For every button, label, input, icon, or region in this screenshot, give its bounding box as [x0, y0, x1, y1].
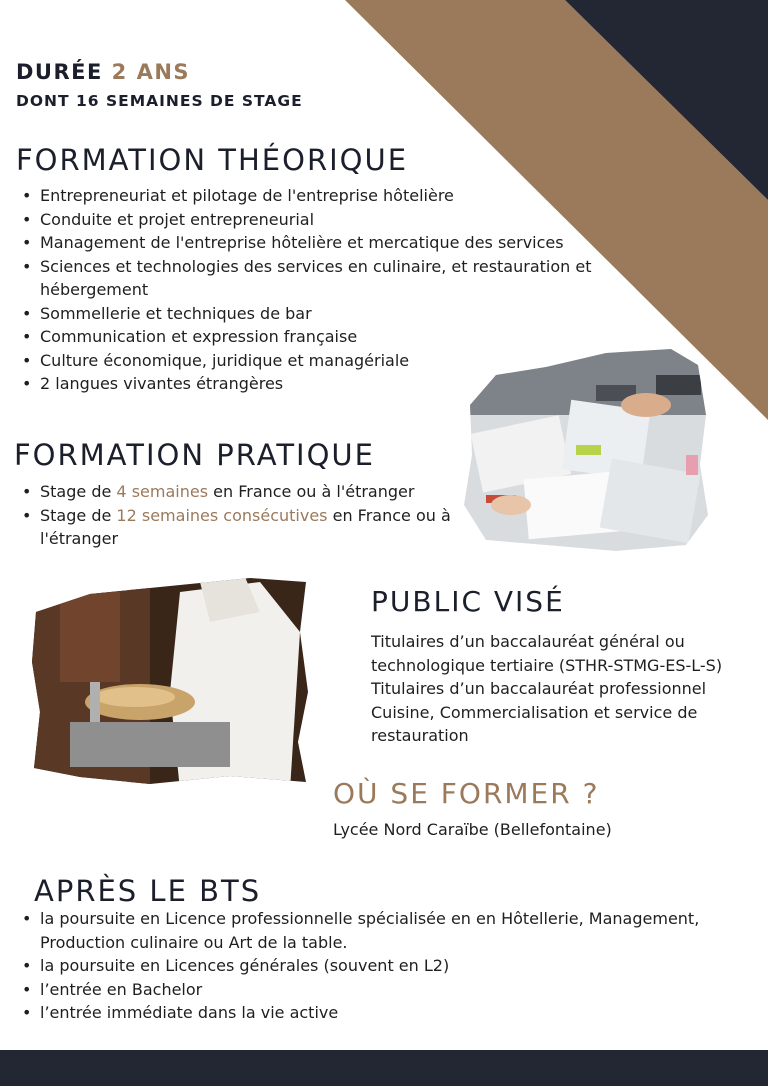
duree-value: 2 ANS — [111, 60, 191, 84]
list-item: • Conduite et projet entrepreneurial — [16, 208, 626, 232]
item-prefix: Stage de — [40, 505, 112, 525]
item-highlight: 4 semaines — [116, 482, 209, 501]
public-vise-line: Cuisine, Commercialisation et service de — [371, 702, 698, 722]
footer-band — [0, 1050, 768, 1086]
public-vise-line: Titulaires d’un baccalauréat professionnel — [371, 679, 707, 698]
list-item: • 2 langues vivantes étrangères — [16, 372, 626, 396]
list-item — [16, 480, 466, 504]
workshop-table-photo — [456, 345, 711, 555]
list-item: • Entrepreneuriat et pilotage de l'entreprise hôtelière — [16, 184, 626, 208]
list-item — [16, 504, 466, 551]
item-suffix: en France ou à l'étranger — [40, 505, 451, 548]
item-suffix: en France ou à l'étranger — [213, 482, 415, 501]
ou-se-former-title: OÙ SE FORMER ? — [333, 777, 600, 810]
apres-bts-list — [16, 907, 751, 1025]
list-item: • Communication et expression française — [16, 325, 626, 349]
duree-line — [16, 60, 190, 84]
list-item: • l’entrée en Bachelor — [16, 978, 751, 1002]
list-item: • Culture économique, juridique et managériale — [16, 349, 626, 373]
formation-pratique-list — [16, 480, 466, 551]
item-prefix: Stage de — [40, 482, 112, 501]
apres-bts-title: APRÈS LE BTS — [34, 874, 262, 908]
list-item: • la poursuite en Licences générales (souvent en L2) — [16, 954, 751, 978]
stage-line: DONT 16 SEMAINES DE STAGE — [16, 92, 303, 110]
public-vise-line: restauration — [371, 726, 469, 745]
formation-theorique-title: FORMATION THÉORIQUE — [16, 143, 409, 177]
public-vise-title: PUBLIC VISÉ — [371, 585, 565, 618]
ou-se-former-text: Lycée Nord Caraïbe (Bellefontaine) — [333, 820, 612, 839]
public-vise-line: Titulaires d’un baccalauréat général ou — [371, 632, 685, 651]
list-item: • Management de l'entreprise hôtelière et mercatique des services — [16, 231, 626, 255]
item-highlight: 12 semaines consécutives — [116, 505, 328, 525]
public-vise-line: technologique tertiaire (STHR-STMG-ES-L-S) — [371, 655, 723, 675]
list-item: • la poursuite en Licence professionnelle spécialisée en en Hôtellerie, Management, Production culinaire ou Art de la table. — [16, 907, 751, 954]
chef-service-photo — [30, 572, 312, 790]
list-item: • Sommellerie et techniques de bar — [16, 302, 626, 326]
list-item: • l’entrée immédiate dans la vie active — [16, 1001, 751, 1025]
duree-label: DURÉE — [16, 60, 103, 84]
formation-pratique-title: FORMATION PRATIQUE — [14, 438, 375, 472]
public-vise-text — [371, 630, 761, 748]
list-item: • Sciences et technologies des services en culinaire, et restauration et hébergement — [16, 255, 626, 302]
